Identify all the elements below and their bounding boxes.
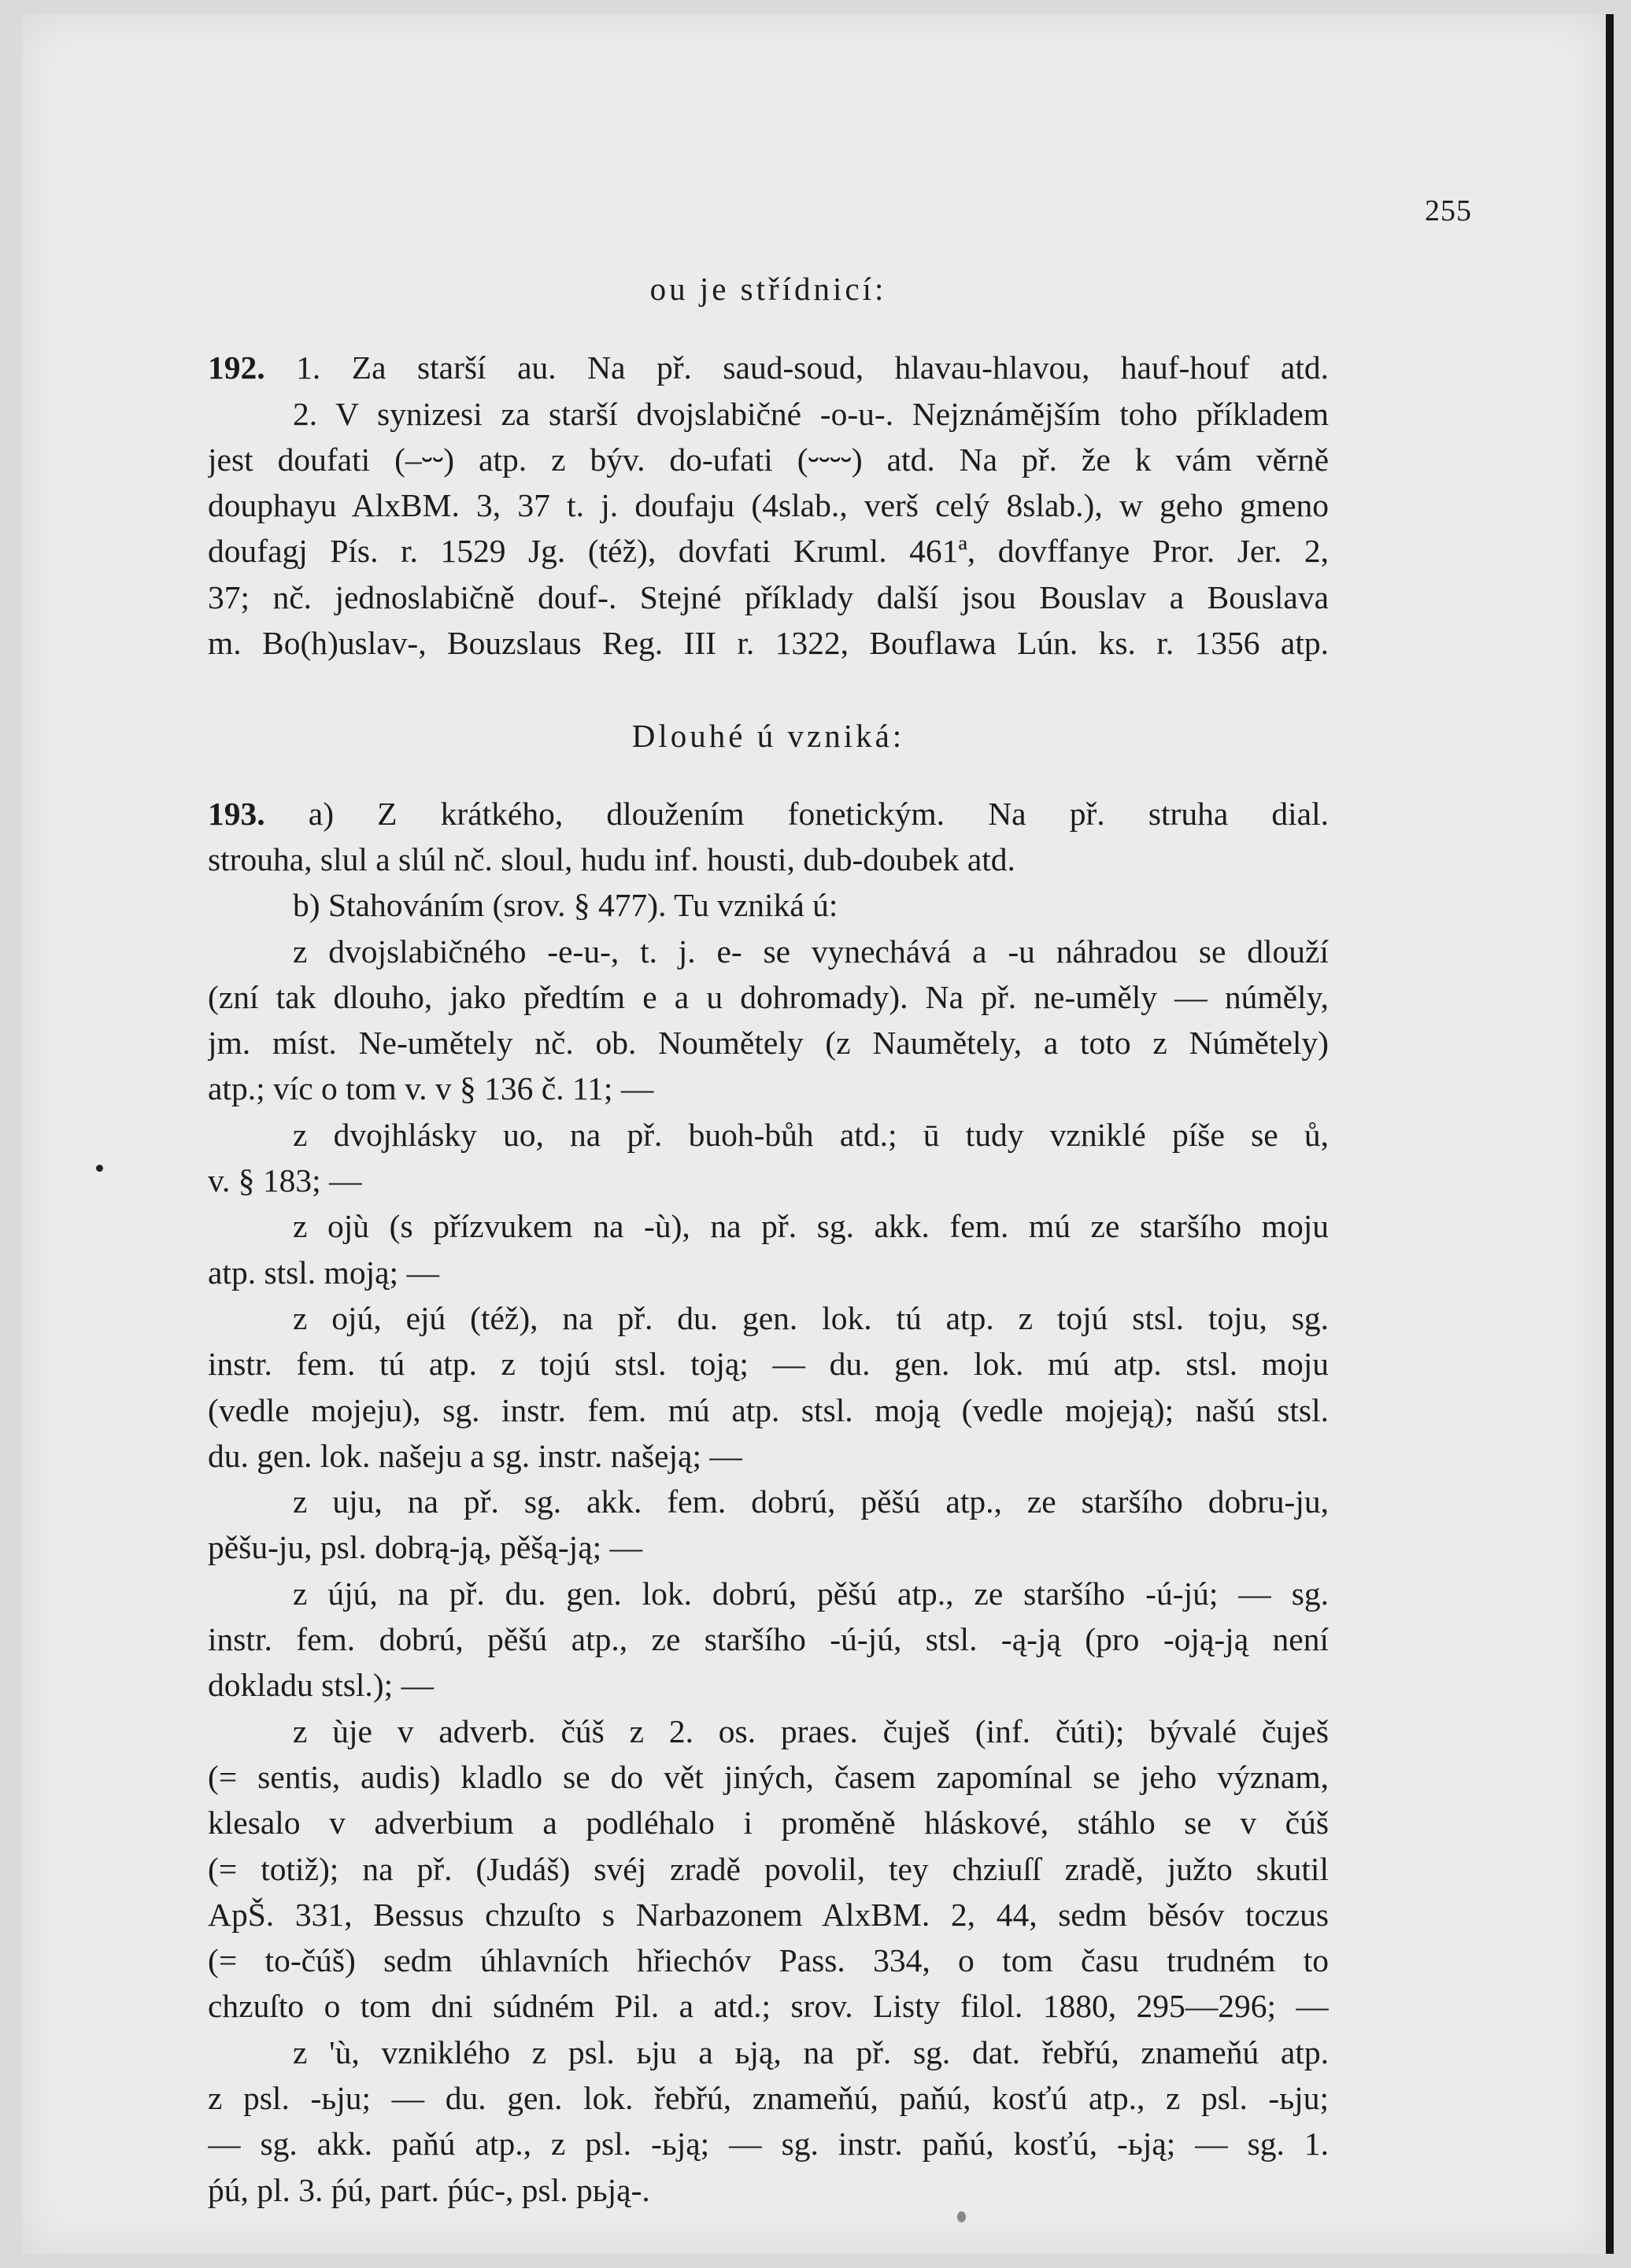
text-line: z ojú, ejú (též), na př. du. gen. lok. tú atp. z tojú stsl. toju, sg. (293, 1299, 1329, 1336)
text-line: instr. fem. dobrú, pěšú atp., ze staršího -ú-jú, stsl. -ą-ją (pro -oją-ją není (208, 1621, 1329, 1658)
page-number: 255 (1425, 194, 1472, 227)
text-line: — sg. akk. paňú atp., z psl. -ьją; — sg. instr. paňú, kosťú, -ьją; — sg. 1. (208, 2126, 1329, 2163)
text-line: z uju, na př. sg. akk. fem. dobrú, pěšú atp., ze staršího dobru-ju, (293, 1483, 1329, 1520)
text-line: chzuſto o tom dni súdném Pil. a atd.; srov. Listy filol. 1880, 295—296; — (208, 1988, 1329, 2025)
ink-speck (96, 1165, 103, 1172)
text-line: doufagj Pís. r. 1529 Jg. (též), dovfati Kruml. 461ª, dovffanye Pror. Jer. 2, (208, 533, 1329, 570)
text-line: m. Bo(h)uslav-, Bouzslaus Reg. III r. 1322, Bouflawa Lún. ks. r. 1356 atp. (208, 625, 1329, 662)
text-line: (vedle mojeju), sg. instr. fem. mú atp. stsl. moją (vedle mojeją); našú stsl. (208, 1391, 1329, 1428)
text-line: z psl. -ьju; — du. gen. lok. řebřú, znameňú, paňú, kosťú atp., z psl. -ьju; (208, 2079, 1329, 2116)
section-heading-ou: ou je střídnicí: (649, 271, 887, 307)
text-line: jm. míst. Ne-umětely nč. ob. Noumětely (z Naumětely, a toto z Númětely) (208, 1025, 1329, 1062)
text-line: z 'ù, vzniklého z psl. ьju a ьją, na př. sg. dat. řebřú, znameňú atp. (293, 2033, 1329, 2070)
section-heading-u: Dlouhé ú vzniká: (631, 718, 905, 755)
text-line: 2. V synizesi za starší dvojslabičné -o-u-. Nejznámějším toho příkladem (293, 395, 1329, 432)
text-line: z újú, na př. du. gen. lok. dobrú, pěšú atp., ze staršího -ú-jú; — sg. (293, 1575, 1329, 1612)
text-line: ṕú, pl. 3. ṕú, part. ṕúc-, psl. pьją-. (208, 2171, 650, 2208)
text-line: z dvojhlásky uo, na př. buoh-bůh atd.; ū tudy vzniklé píše se ů, (293, 1116, 1329, 1153)
text-line: (zní tak dlouho, jako předtím e a u dohromady). Na př. ne-uměly — núměly, (208, 978, 1329, 1015)
text-line: 192. 1. Za starší au. Na př. saud-soud, hlavau-hlavou, hauf-houf atd. (208, 349, 1329, 386)
text-line: du. gen. lok. našeju a sg. instr. našeją; — (208, 1437, 742, 1474)
text-line: atp.; víc o tom v. v § 136 č. 11; — (208, 1070, 654, 1107)
text-line: (= to-čúš) sedm úhlavních hřiechóv Pass. 334, o tom času trudném to (208, 1942, 1329, 1979)
text-line: instr. fem. tú atp. z tojú stsl. toją; — du. gen. lok. mú atp. stsl. moju (208, 1346, 1329, 1383)
text-line: (= totiž); na př. (Judáš) svéj zradě povolil, tey chziuſſ zradě, južto skutil (208, 1850, 1329, 1887)
text-line: 37; nč. jednoslabičně douf-. Stejné příklady další jsou Bouslav a Bouslava (208, 578, 1329, 615)
text-line: z dvojslabičného -e-u-, t. j. e- se vynechává a -u náhradou se dlouží (293, 933, 1329, 970)
text-line: jest doufati (–⏑⏑) atp. z býv. do-ufati (⏑⏑⏑⏑) atd. Na př. že k vám věrně (208, 441, 1329, 478)
text-line: z ùje v adverb. čúš z 2. os. praes. čuješ (inf. čúti); bývalé čuješ (293, 1712, 1329, 1749)
text-line: b) Stahováním (srov. § 477). Tu vzniká ú: (293, 887, 838, 924)
ink-speck (957, 2211, 966, 2222)
text-line: klesalo v adverbium a podléhalo i proměně hláskové, stáhlo se v čúš (208, 1804, 1329, 1841)
book-page (22, 14, 1614, 2254)
paragraph-192 (208, 345, 1329, 666)
page-body (208, 266, 1329, 2213)
text-line: strouha, slul a slúl nč. sloul, hudu inf. housti, dub-doubek atd. (208, 840, 1015, 877)
text-line: z ojù (s přízvukem na -ù), na př. sg. akk. fem. mú ze staršího moju (293, 1208, 1329, 1245)
text-line: ApŠ. 331, Bessus chzuſto s Narbazonem AlxBM. 2, 44, sedm běsóv toczus (208, 1896, 1329, 1933)
text-line: pěšu-ju, psl. dobrą-ją, pěšą-ją; — (208, 1529, 643, 1566)
text-line: 193. a) Z krátkého, dloužením fonetickým. Na př. struha dial. (208, 795, 1329, 832)
text-line: atp. stsl. moją; — (208, 1254, 439, 1291)
text-line: dokladu stsl.); — (208, 1667, 435, 1704)
text-line: douphayu AlxBM. 3, 37 t. j. doufaju (4slab., verš celý 8slab.), w geho gmeno (208, 487, 1329, 524)
text-line: (= sentis, audis) kladlo se do vět jiných, časem zapomínal se jeho význam, (208, 1758, 1329, 1795)
paragraph-193 (208, 791, 1329, 2213)
text-line: v. § 183; — (208, 1162, 362, 1199)
